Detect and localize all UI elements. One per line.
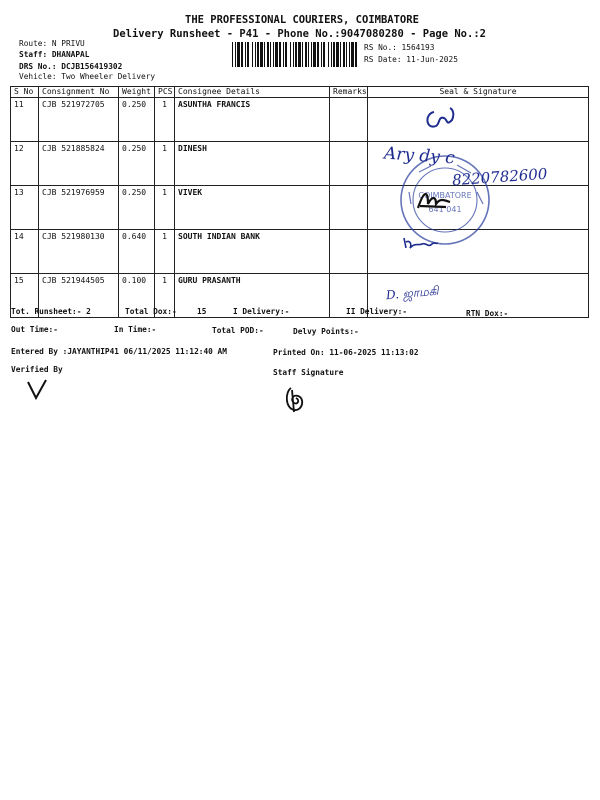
runsheet-table [10, 86, 589, 318]
table-row [11, 230, 589, 274]
cell-weight: 0.250 [119, 186, 155, 230]
table-row [11, 98, 589, 142]
col-header-consignment: Consignment No [39, 87, 119, 98]
cell-remarks [330, 186, 368, 230]
col-header-seal [368, 87, 589, 98]
seal-city-text: COIMBATORE [418, 191, 472, 200]
handwritten-phone-row12: 8220782600 [451, 164, 548, 190]
col-header-weight: Weight [119, 87, 155, 98]
cell-remarks [330, 142, 368, 186]
verified-by-signature [24, 378, 50, 402]
cell-sno: 12 [11, 142, 39, 186]
total-pod-label: Total POD:- [212, 326, 264, 335]
runsheet-title: Delivery Runsheet - P41 - Phone No.:9047080280 - Page No.:2 [113, 28, 486, 40]
vehicle-label: Vehicle: Two Wheeler Delivery [19, 72, 156, 81]
company-title: THE PROFESSIONAL COURIERS, COIMBATORE [185, 14, 419, 26]
cell-sno: 11 [11, 98, 39, 142]
cell-remarks [330, 230, 368, 274]
col-header-consignee: Consignee Details [175, 87, 330, 98]
cell-sno: 14 [11, 230, 39, 274]
i-delivery-label: I Delivery:- [233, 307, 290, 316]
table-row [11, 186, 589, 230]
cell-weight: 0.250 [119, 98, 155, 142]
rs-date: RS Date: 11-Jun-2025 [364, 55, 458, 64]
cell-sno: 13 [11, 186, 39, 230]
cell-remarks [330, 98, 368, 142]
rs-number: RS No.: 1564193 [364, 43, 435, 52]
ii-delivery-label: II Delivery:- [346, 307, 408, 316]
table-header-row [11, 87, 589, 98]
staff-signature-mark [282, 384, 308, 416]
cell-consignment: CJB 521976959 [39, 186, 119, 230]
staff-signature-label: Staff Signature [273, 368, 344, 377]
cell-consignee: ASUNTHA FRANCIS [175, 98, 330, 142]
printed-on: Printed On: 11-06-2025 11:13:02 [273, 348, 419, 357]
seal-pin-text: 641 041 [428, 205, 462, 214]
cell-signature [368, 98, 589, 142]
in-time-label: In Time:- [114, 325, 157, 334]
entered-by: Entered By :JAYANTHIP41 06/11/2025 11:12:40 AM [11, 347, 227, 356]
cell-pcs: 1 [155, 230, 175, 274]
total-runsheet: Tot. Runsheet:- 2 [11, 307, 91, 316]
cell-consignment: CJB 521980130 [39, 230, 119, 274]
handwritten-signature-row14 [398, 232, 444, 254]
rtn-dox-label: RTN Dox:- [466, 309, 509, 318]
barcode [232, 42, 358, 67]
cell-pcs: 1 [155, 142, 175, 186]
cell-weight: 0.640 [119, 230, 155, 274]
handwritten-signature-row11 [420, 104, 460, 134]
col-header-remarks: Remarks [330, 87, 368, 98]
verified-by-label: Verified By [11, 365, 63, 374]
cell-weight: 0.100 [119, 274, 155, 318]
total-dox-value: 15 [197, 307, 207, 316]
route-label: Route: N PRIVU [19, 39, 85, 48]
cell-consignment: CJB 521972705 [39, 98, 119, 142]
cell-consignment: CJB 521885824 [39, 142, 119, 186]
col-header-sno: S No [11, 87, 39, 98]
delvy-points-label: Delvy Points:- [293, 327, 359, 336]
handwritten-note-row12: Ary dy c [383, 143, 456, 169]
staff-label: Staff: DHANAPAL [19, 50, 90, 59]
cell-sno: 15 [11, 274, 39, 318]
cell-weight: 0.250 [119, 142, 155, 186]
seal-header-label: Seal & Signature [439, 87, 517, 96]
col-header-pcs: PCS [155, 87, 175, 98]
cell-pcs: 1 [155, 98, 175, 142]
total-dox-label: Total Dox:- [125, 307, 177, 316]
cell-pcs: 1 [155, 274, 175, 318]
cell-consignment: CJB 521944505 [39, 274, 119, 318]
cell-consignee: GURU PRASANTH [175, 274, 330, 318]
handwritten-name-row15: D. ஜாமகி [385, 283, 440, 303]
cell-pcs: 1 [155, 186, 175, 230]
cell-consignee: DINESH [175, 142, 330, 186]
out-time-label: Out Time:- [11, 325, 58, 334]
cell-consignee: SOUTH INDIAN BANK [175, 230, 330, 274]
cell-consignee: VIVEK [175, 186, 330, 230]
drs-number: DRS No.: DCJB156419302 [19, 62, 123, 71]
handwritten-signature-row13 [414, 188, 454, 214]
